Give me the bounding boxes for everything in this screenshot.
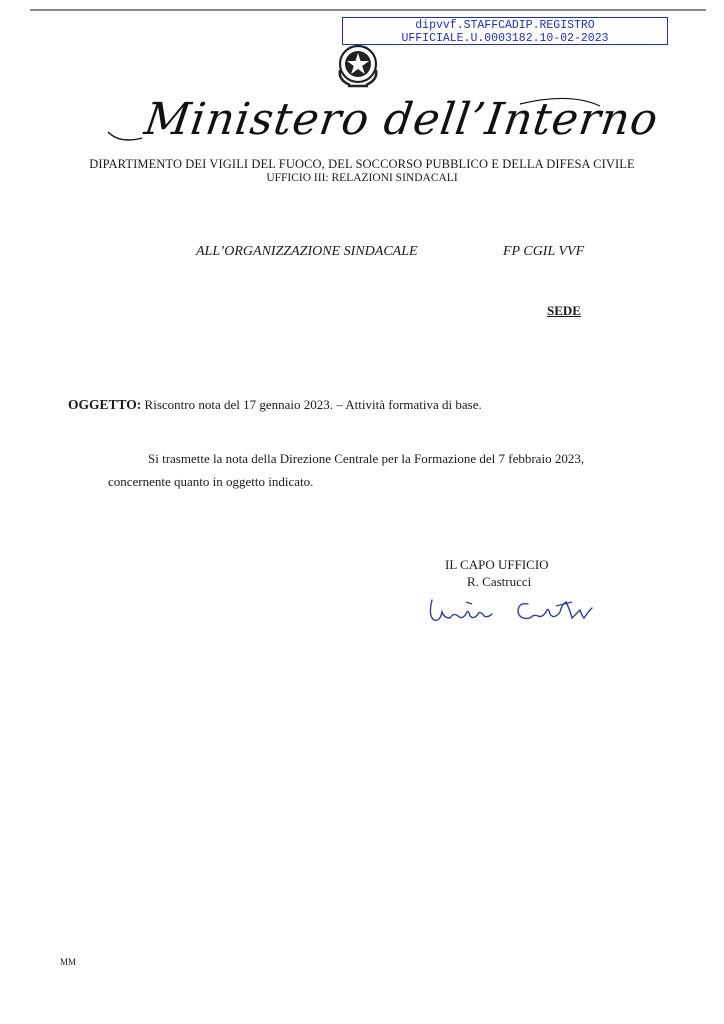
signatory-title: IL CAPO UFFICIO xyxy=(445,557,549,572)
subject-text: Riscontro nota del 17 gennaio 2023. – Attività formativa di base. xyxy=(144,397,482,412)
recipient-label: ALL’ORGANIZZAZIONE SINDACALE xyxy=(196,244,418,259)
body-line-2: concernente quanto in oggetto indicato. xyxy=(108,474,314,489)
author-initials: MM xyxy=(60,957,77,967)
subject-line xyxy=(68,397,482,413)
protocol-stamp-line2: UFFICIALE.U.0003182.10-02-2023 xyxy=(401,32,609,45)
department-name: DIPARTIMENTO DEI VIGILI DEL FUOCO, DEL SOCCORSO PUBBLICO E DELLA DIFESA CIVILE xyxy=(89,157,635,171)
body-line-1: Si trasmette la nota della Direzione Centrale per la Formazione del 7 febbraio 2023, xyxy=(148,451,585,466)
protocol-stamp-line1: dipvvf.STAFFCADIP.REGISTRO xyxy=(415,19,595,32)
ministry-header xyxy=(100,88,662,148)
recipient-name: FP CGIL VVF xyxy=(503,244,585,259)
subject-label: OGGETTO: xyxy=(68,397,142,412)
signatory-name: R. Castrucci xyxy=(467,574,532,589)
recipient-location: SEDE xyxy=(547,303,581,318)
protocol-stamp xyxy=(342,17,668,45)
handwritten-signature-icon xyxy=(420,588,620,628)
ministry-name: Ministero dell’Interno xyxy=(141,94,662,145)
office-name: UFFICIO III: RELAZIONI SINDACALI xyxy=(266,172,458,184)
top-rule xyxy=(30,9,706,11)
republic-emblem-icon xyxy=(332,40,384,90)
